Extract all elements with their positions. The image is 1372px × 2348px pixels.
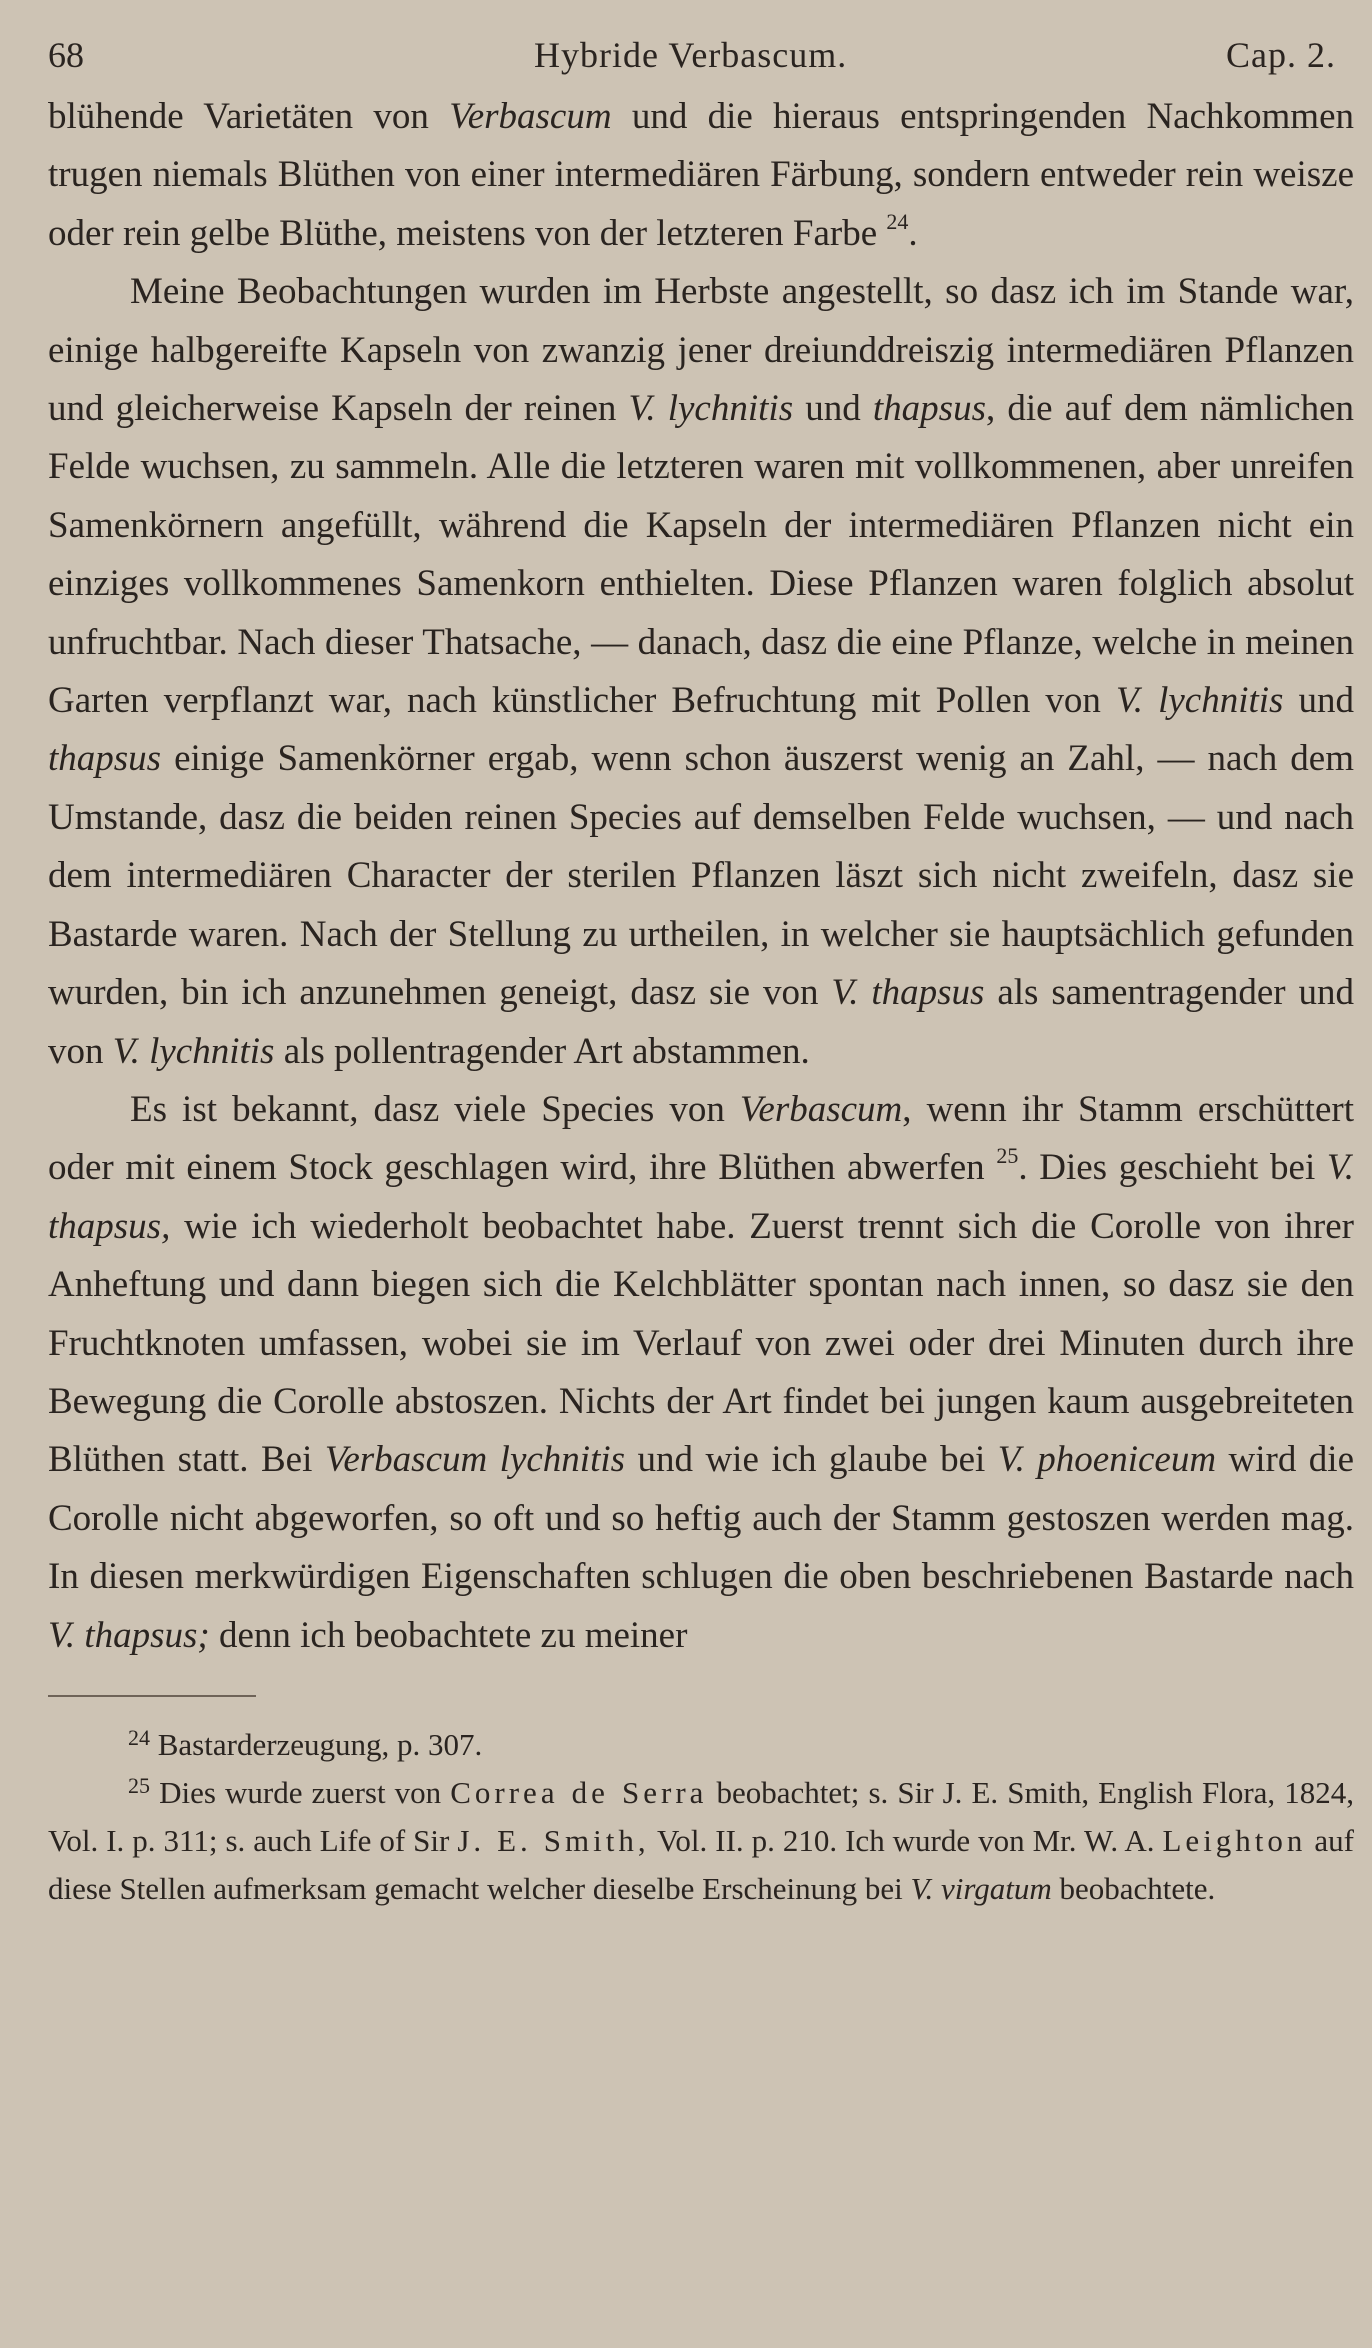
taxon-name: V. lychnitis xyxy=(628,388,794,430)
main-text xyxy=(48,88,1354,1665)
taxon-name: V. virgatum xyxy=(910,1870,1052,1906)
text-run: , die auf dem nämlichen Felde wuchsen, zu sammeln. Alle die letzteren waren mit vollkommenen, aber unreifen Samenkörnern angefüllt, während die Kapseln der intermediären Pflanzen nicht ein einziges vollkommenes Samenkorn enthielten. Diese Pflanzen waren folglich absolut unfruchtbar. Nach dieser Thatsache, — danach, dasz die eine Pflanze, welche in meinen Garten verpflanzt war, nach künstlicher Befruchtung mit Pollen von xyxy=(48,388,1355,722)
taxon-name: V. phoeniceum xyxy=(997,1439,1217,1481)
text-run: . Dies geschieht bei xyxy=(1018,1147,1327,1189)
text-run: Bastarderzeugung, p. 307. xyxy=(157,1726,483,1762)
text-run: und xyxy=(793,388,873,430)
running-title: Hybride Verbascum. xyxy=(534,35,848,75)
footnote-ref: 25 xyxy=(996,1143,1019,1169)
footnote-25 xyxy=(48,1769,1354,1913)
paragraph-3 xyxy=(48,1081,1354,1665)
paragraph-1 xyxy=(48,88,1354,263)
text-run: und xyxy=(1283,680,1354,722)
taxon-name: V. thapsus, xyxy=(48,1147,1354,1247)
taxon-name: V. lychnitis xyxy=(112,1030,275,1072)
footnote-24 xyxy=(48,1721,1354,1769)
taxon-name: V. thapsus xyxy=(831,972,985,1014)
footnote-number: 24 xyxy=(128,1724,150,1750)
text-run: und wie ich glaube bei xyxy=(625,1439,998,1481)
taxon-name: Verbascum xyxy=(449,96,612,137)
text-run: als samentragender und von xyxy=(48,972,1354,1072)
chapter-label: Cap. 2. xyxy=(1226,35,1336,75)
running-header xyxy=(48,28,1372,88)
text-run: auf diese Stellen aufmerksam gemacht welcher dieselbe Erscheinung bei xyxy=(48,1822,1354,1906)
text-run: Dies wurde zuerst von xyxy=(159,1774,451,1810)
text-run: beobachtete. xyxy=(1051,1870,1216,1906)
text-run: denn ich beobachtete zu meiner xyxy=(209,1614,688,1656)
taxon-name: Verbascum lychnitis xyxy=(324,1439,626,1481)
text-run: und die hieraus entspringenden Nachkommen trugen niemals Blüthen von einer intermediären Färbung, sondern entweder rein weisze oder rein gelbe Blüthe, meistens von der letzteren Farbe xyxy=(48,96,1354,254)
text-run: wird die Corolle nicht abgeworfen, so oft und so heftig auch der Stamm gestoszen werden mag. In diesen merkwürdigen Eigenschaften schlugen die oben beschriebenen Bastarde nach xyxy=(48,1439,1355,1598)
person-name: Leighton xyxy=(1162,1822,1307,1858)
text-run: beobachtet; s. Sir J. E. Smith, English Flora, 1824, Vol. I. p. 311; s. auch Life of Sir xyxy=(48,1774,1355,1858)
taxon-name: V. thapsus; xyxy=(48,1614,210,1656)
taxon-name: V. lychnitis xyxy=(1115,680,1284,722)
footnote-ref: 24 xyxy=(886,208,909,234)
footnotes xyxy=(48,1721,1354,1913)
footnote-number: 25 xyxy=(128,1772,150,1798)
paragraph-2 xyxy=(48,263,1354,1081)
footnote-separator xyxy=(48,1695,256,1697)
taxon-name: Verbascum xyxy=(739,1088,903,1130)
text-run: Meine Beobachtungen wurden im Herbste angestellt, so dasz ich im Stande war, einige halbgereifte Kapseln von zwanzig jener dreiunddreiszig intermediären Pflanzen und gleicherweise Kapseln der reinen xyxy=(48,271,1354,430)
taxon-name: thapsus xyxy=(872,388,986,430)
taxon-name: thapsus xyxy=(48,738,162,780)
text-run: Es ist bekannt, dasz viele Species von xyxy=(130,1088,740,1130)
page-number: 68 xyxy=(48,35,84,75)
text-run: einige Samenkörner ergab, wenn schon äuszerst wenig an Zahl, — nach dem Umstande, dasz die beiden reinen Species auf demselben Felde wuchsen, — und nach dem intermediären Character der sterilen Pflanzen läszt sich nicht zweifeln, dasz sie Bastarde waren. Nach der Stellung zu urtheilen, in welcher sie hauptsächlich gefunden wurden, bin ich anzunehmen geneigt, dasz sie von xyxy=(48,738,1354,1014)
text-run: blühende Varietäten von xyxy=(48,96,450,137)
person-name: J. E. Smith, xyxy=(457,1822,650,1858)
text-run: . xyxy=(908,212,918,254)
text-run: , wenn ihr Stamm erschüttert oder mit einem Stock geschlagen wird, ihre Blüthen abwerfen xyxy=(48,1088,1354,1189)
text-run: Vol. II. p. 210. Ich wurde von Mr. W. A. xyxy=(649,1822,1163,1858)
text-run: wie ich wiederholt beobachtet habe. Zuerst trennt sich die Corolle von ihrer Anheftung und dann biegen sich die Kelchblätter spontan nach innen, so dasz sie den Fruchtknoten umfassen, wobei sie im Verlauf von zwei oder drei Minuten durch ihre Bewegung die Corolle abstoszen. Nichts der Art findet bei jungen kaum ausgebreiteten Blüthen statt. Bei xyxy=(48,1205,1354,1481)
person-name: Correa de Serra xyxy=(450,1774,708,1810)
text-run: als pollentragender Art abstammen. xyxy=(274,1030,810,1072)
